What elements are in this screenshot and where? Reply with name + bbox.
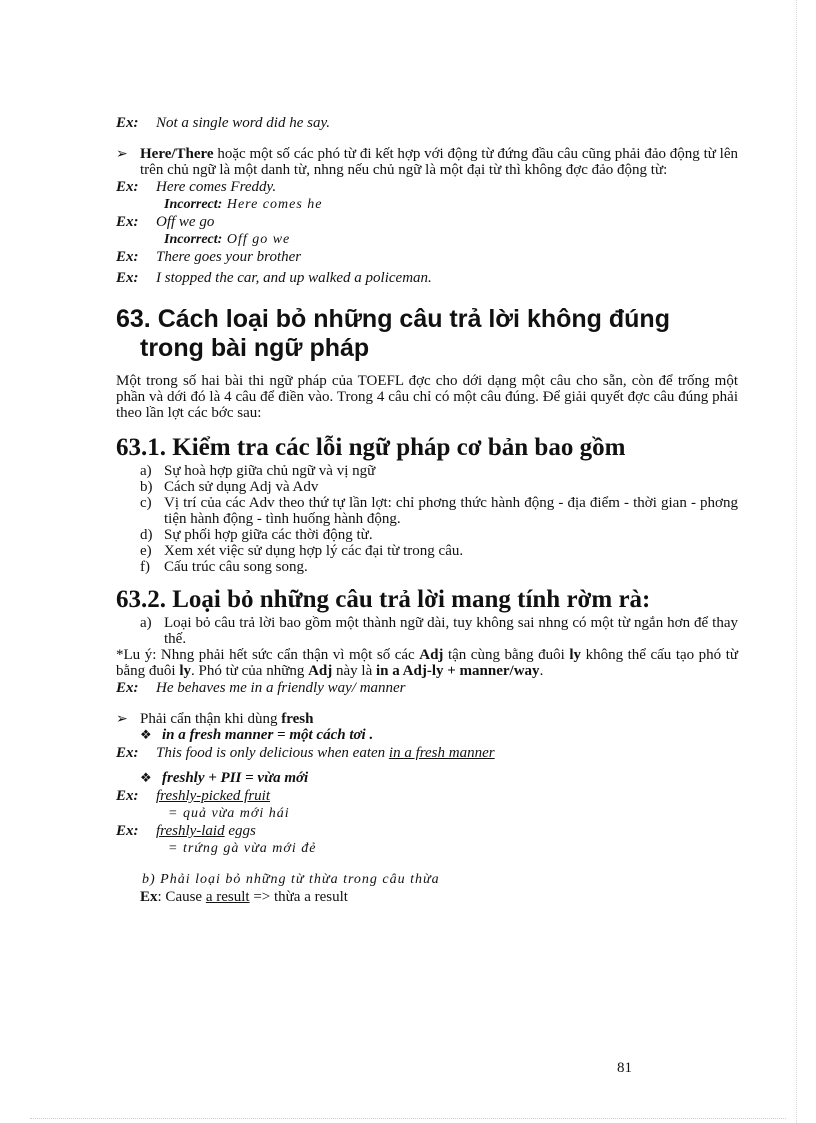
- star-item: ❖ in a fresh manner = một cách tơi .: [140, 727, 374, 743]
- redundancy-list: [116, 615, 738, 647]
- grammar-check-list: [116, 463, 738, 575]
- list-item: f) Cấu trúc câu song song.: [140, 559, 308, 575]
- here-there-text: hoặc một số các phó từ đi kết hợp với động từ đứng đầu câu cũng phải đảo động từ lên trên chủ ngữ là một danh từ, nhng nếu chủ ngữ là một đại từ thì không đợc đảo động từ:: [140, 146, 738, 178]
- here-there-term: Here/There: [140, 146, 214, 162]
- page-content: [116, 114, 738, 905]
- example-label: Ex:: [116, 179, 139, 195]
- example-label: Ex:: [116, 823, 139, 839]
- incorrect-line: [164, 231, 738, 248]
- list-item: a) Loại bỏ câu trả lời bao gồm một thành ngữ dài, tuy không sai nhng có một từ ngắn hơn để thay thế.: [140, 615, 738, 647]
- page-number: 81: [617, 1060, 632, 1076]
- example-line: [116, 269, 738, 287]
- example-label: Ex:: [116, 115, 139, 131]
- diamond-bullet-icon: ❖: [140, 771, 152, 786]
- example-line: [116, 213, 738, 231]
- example-text: There goes your brother: [156, 249, 302, 265]
- example-label: Ex:: [116, 788, 139, 804]
- section-63-2-title: 63.2. Loại bỏ những câu trả lời mang tính rờm rà:: [116, 586, 651, 613]
- footer-divider: [30, 1118, 786, 1119]
- example-text: Here comes Freddy.: [156, 179, 277, 195]
- diamond-bullet-icon: ❖: [140, 728, 152, 743]
- example-label: Ex:: [116, 249, 139, 265]
- list-item: c) Vị trí của các Adv theo thứ tự lần lợt: chỉ phơng thức hành động - địa điểm - thời gian - phơng tiện hành động - tình huống hành động.: [140, 495, 738, 527]
- example-line: Ex: Cause a result => thừa a result: [140, 889, 348, 905]
- example-label: Ex:: [116, 270, 139, 286]
- example-line: [116, 248, 738, 266]
- meaning-line: = trứng gà vừa mới đẻ: [168, 841, 317, 856]
- incorrect-line: [164, 196, 738, 213]
- example-line: [116, 679, 738, 697]
- fresh-paragraph: ➢ Phải cẩn thận khi dùng fresh: [116, 711, 314, 727]
- list-item: a) Sự hoà hợp giữa chủ ngữ và vị ngữ: [140, 463, 376, 479]
- list-item: b) Cách sử dụng Adj và Adv: [140, 479, 319, 495]
- incorrect-text: Here comes he: [222, 197, 323, 212]
- section-63-title: 63. Cách loại bỏ những câu trả lời không đúng trong bài ngữ pháp: [116, 305, 670, 362]
- example-text: Off we go: [156, 214, 215, 230]
- here-there-paragraph: [116, 146, 738, 178]
- item-b: b) Phải loại bỏ những từ thừa trong câu thừa: [142, 872, 440, 887]
- incorrect-label: Incorrect:: [164, 232, 223, 247]
- star-item: ❖ freshly + PII = vừa mới: [140, 770, 309, 786]
- example-line: Ex: freshly-picked fruit: [116, 788, 270, 804]
- example-line: Ex: freshly-laid eggs: [116, 823, 256, 839]
- example-line: [116, 178, 738, 196]
- note-paragraph: *Lu ý: Nhng phải hết sức cẩn thận vì một số các Adj tận cùng bằng đuôi ly không thể cấu tạo phó từ bằng đuôi ly. Phó từ của những Adj này là in a Adj-ly + manner/way.: [116, 647, 739, 679]
- example-text: He behaves me in a friendly way/ manner: [156, 680, 406, 696]
- example-text: Not a single word did he say.: [156, 115, 331, 131]
- list-item: d) Sự phối hợp giữa các thời động từ.: [140, 527, 373, 543]
- example-label: Ex:: [116, 745, 139, 761]
- meaning-line: = quả vừa mới hái: [168, 806, 290, 821]
- example-line: Ex: This food is only delicious when eaten in a fresh manner: [116, 745, 495, 761]
- section-63-1-title: 63.1. Kiểm tra các lỗi ngữ pháp cơ bản bao gồm: [116, 434, 626, 461]
- incorrect-label: Incorrect:: [164, 197, 223, 212]
- list-item: e) Xem xét việc sử dụng hợp lý các đại từ trong câu.: [140, 543, 464, 559]
- arrow-bullet-icon: ➢: [116, 146, 128, 162]
- example-line: [116, 114, 738, 132]
- section-63-intro: Một trong số hai bài thi ngữ pháp của TOEFL đợc cho dới dạng một câu cho sẵn, còn để trống một phần và dới đó là 4 câu để điền vào. Trong 4 câu chỉ có một câu đúng. Để giải quyết đợc câu đúng phải theo lần lợt các bớc sau:: [116, 373, 738, 421]
- incorrect-text: Off go we: [222, 232, 291, 247]
- arrow-bullet-icon: ➢: [116, 711, 128, 727]
- example-text: I stopped the car, and up walked a policeman.: [156, 270, 432, 286]
- page-edge-line: [796, 0, 797, 1123]
- example-label: Ex:: [116, 680, 139, 696]
- example-label: Ex:: [116, 214, 139, 230]
